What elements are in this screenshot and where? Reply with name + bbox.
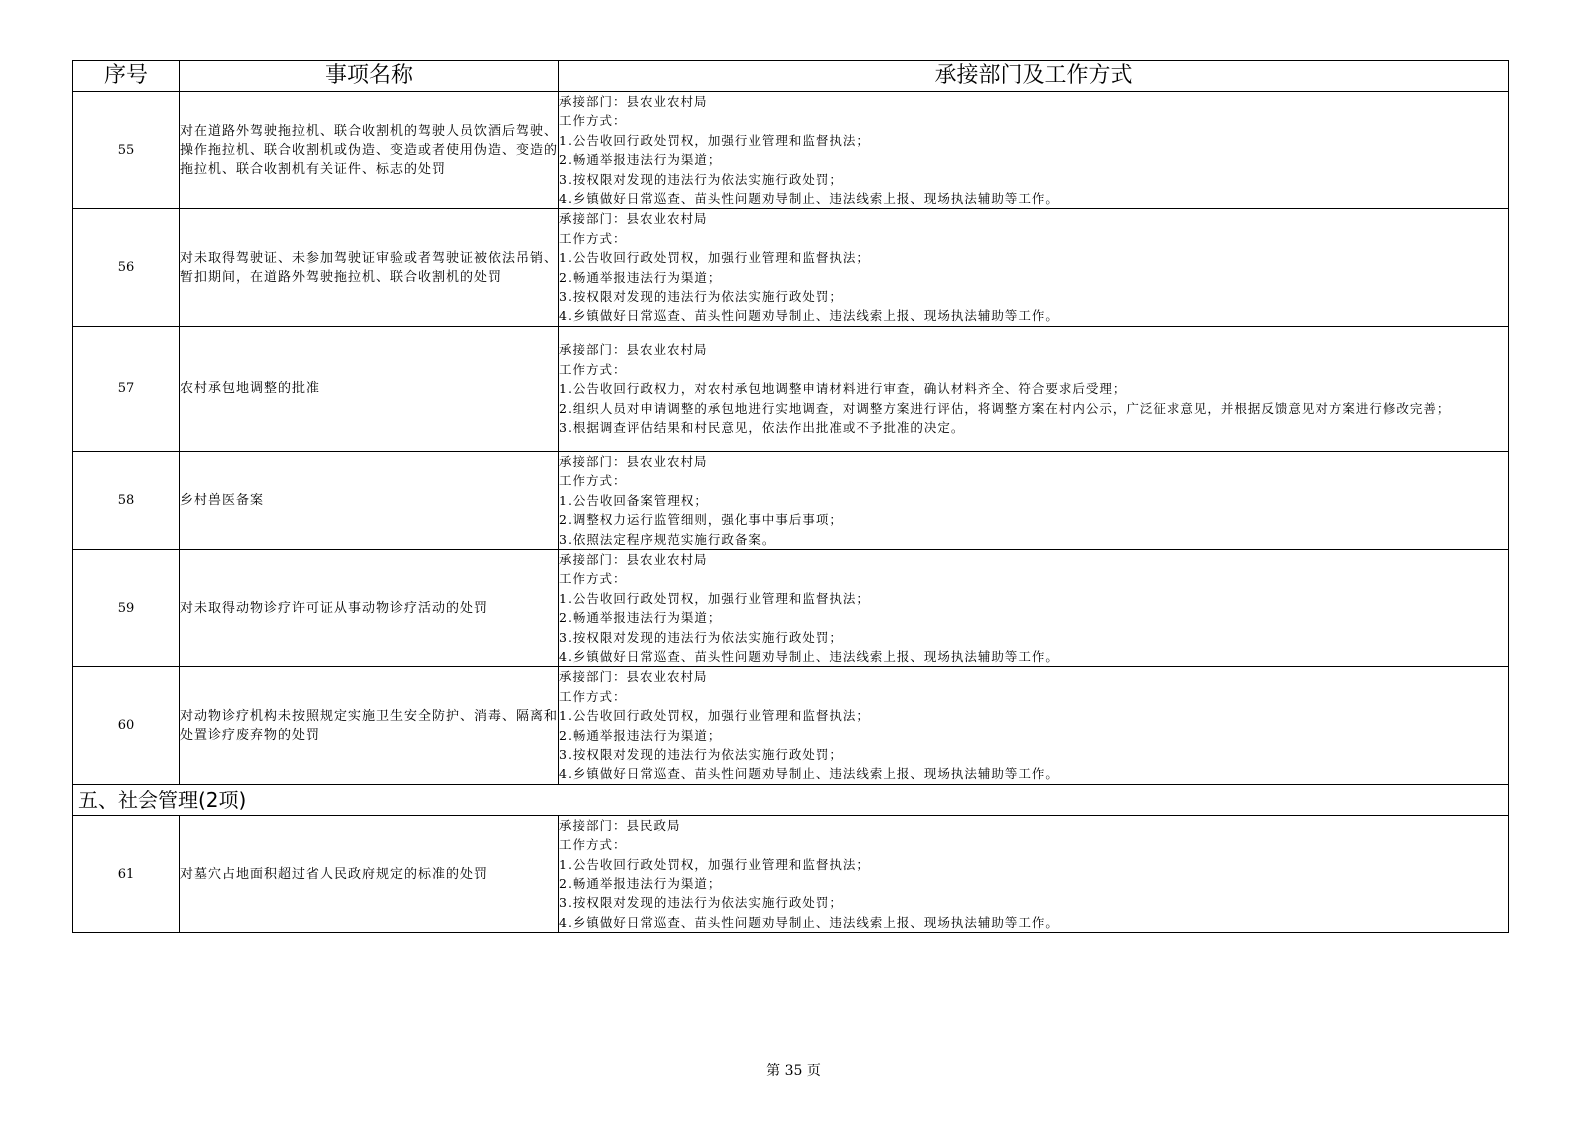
section-title: 五、社会管理(2项) [73,784,1509,815]
method-line: 3.按权限对发现的违法行为依法实施行政处罚； [559,629,843,645]
method-line: 2.畅通举报违法行为渠道； [559,152,722,168]
method-line: 工作方式： [559,473,627,489]
table-header-row [73,61,1509,92]
matters-table [72,60,1509,933]
method-line: 3.按权限对发现的违法行为依法实施行政处罚； [559,895,843,911]
matter-name: 对在道路外驾驶拖拉机、联合收割机的驾驶人员饮酒后驾驶、操作拖拉机、联合收割机或伪造、变造或者使用伪造、变造的拖拉机、联合收割机有关证件、标志的处罚 [180,92,559,209]
method-line: 1.公告收回行政处罚权，加强行业管理和监督执法； [559,590,870,606]
department-method [559,549,1509,666]
header-name: 事项名称 [180,61,559,92]
method-line: 2.畅通举报违法行为渠道； [559,269,722,285]
table-row [73,667,1509,784]
table-row [73,92,1509,209]
method-line: 1.公告收回行政权力，对农村承包地调整申请材料进行审查，确认材料齐全、符合要求后受理； [559,381,1127,397]
row-number: 57 [73,326,180,451]
method-line: 4.乡镇做好日常巡查、苗头性问题劝导制止、违法线索上报、现场执法辅助等工作。 [559,914,1059,930]
table-row [73,549,1509,666]
row-number: 59 [73,549,180,666]
method-line: 工作方式： [559,230,627,246]
method-line: 4.乡镇做好日常巡查、苗头性问题劝导制止、违法线索上报、现场执法辅助等工作。 [559,648,1059,664]
method-line: 工作方式： [559,361,627,377]
method-line: 3.按权限对发现的违法行为依法实施行政处罚； [559,746,843,762]
department-method [559,209,1509,326]
method-line: 承接部门：县农业农村局 [559,94,708,109]
method-line: 4.乡镇做好日常巡查、苗头性问题劝导制止、违法线索上报、现场执法辅助等工作。 [559,308,1059,324]
method-line: 4.乡镇做好日常巡查、苗头性问题劝导制止、违法线索上报、现场执法辅助等工作。 [559,191,1059,207]
row-number: 61 [73,815,180,932]
department-method [559,667,1509,784]
header-num: 序号 [73,61,180,92]
department-method [559,451,1509,549]
method-line: 3.依照法定程序规范实施行政备案。 [559,531,776,547]
method-line: 承接部门：县农业农村局 [559,453,708,469]
table-row [73,326,1509,451]
method-line: 承接部门：县农业农村局 [559,211,708,227]
row-number: 55 [73,92,180,209]
method-line: 工作方式： [559,688,627,704]
row-number: 56 [73,209,180,326]
department-method [559,815,1509,932]
matter-name: 乡村兽医备案 [180,451,559,549]
method-line: 承接部门：县农业农村局 [559,669,708,685]
method-line: 2.畅通举报违法行为渠道； [559,727,722,743]
method-line: 2.组织人员对申请调整的承包地进行实地调查，对调整方案进行评估，将调整方案在村内公示，广泛征求意见，并根据反馈意见对方案进行修改完善； [559,400,1451,416]
matter-name: 对未取得驾驶证、未参加驾驶证审验或者驾驶证被依法吊销、暂扣期间，在道路外驾驶拖拉机、联合收割机的处罚 [180,209,559,326]
page-number: 第 35 页 [766,1063,821,1079]
department-method [559,326,1509,451]
method-line: 工作方式： [559,113,627,129]
row-number: 60 [73,667,180,784]
department-method [559,92,1509,209]
table-row [73,815,1509,932]
matter-name: 对动物诊疗机构未按照规定实施卫生安全防护、消毒、隔离和处置诊疗废弃物的处罚 [180,667,559,784]
method-line: 工作方式： [559,837,627,853]
method-line: 1.公告收回行政处罚权，加强行业管理和监督执法； [559,132,870,148]
method-line: 1.公告收回行政处罚权，加强行业管理和监督执法； [559,708,870,724]
section-row [73,784,1509,815]
table-row [73,209,1509,326]
method-line: 3.按权限对发现的违法行为依法实施行政处罚； [559,171,843,187]
table-row [73,451,1509,549]
method-line: 2.畅通举报违法行为渠道； [559,610,722,626]
matter-name: 对未取得动物诊疗许可证从事动物诊疗活动的处罚 [180,549,559,666]
method-line: 1.公告收回行政处罚权，加强行业管理和监督执法； [559,250,870,266]
header-method: 承接部门及工作方式 [559,61,1509,92]
method-line: 4.乡镇做好日常巡查、苗头性问题劝导制止、违法线索上报、现场执法辅助等工作。 [559,766,1059,782]
method-line: 3.按权限对发现的违法行为依法实施行政处罚； [559,289,843,305]
matter-name: 对墓穴占地面积超过省人民政府规定的标准的处罚 [180,815,559,932]
method-line: 1.公告收回行政处罚权，加强行业管理和监督执法； [559,856,870,872]
method-line: 承接部门：县民政局 [559,817,681,833]
row-number: 58 [73,451,180,549]
method-line: 2.畅通举报违法行为渠道； [559,876,722,891]
method-line: 2.调整权力运行监管细则，强化事中事后事项； [559,512,843,528]
matter-name: 农村承包地调整的批准 [180,326,559,451]
table-body [73,92,1509,933]
method-line: 工作方式： [559,571,627,587]
method-line: 3.根据调查评估结果和村民意见，依法作出批准或不予批准的决定。 [559,419,965,435]
method-line: 1.公告收回备案管理权； [559,492,708,508]
method-line: 承接部门：县农业农村局 [559,551,708,567]
method-line: 承接部门：县农业农村局 [559,342,708,358]
